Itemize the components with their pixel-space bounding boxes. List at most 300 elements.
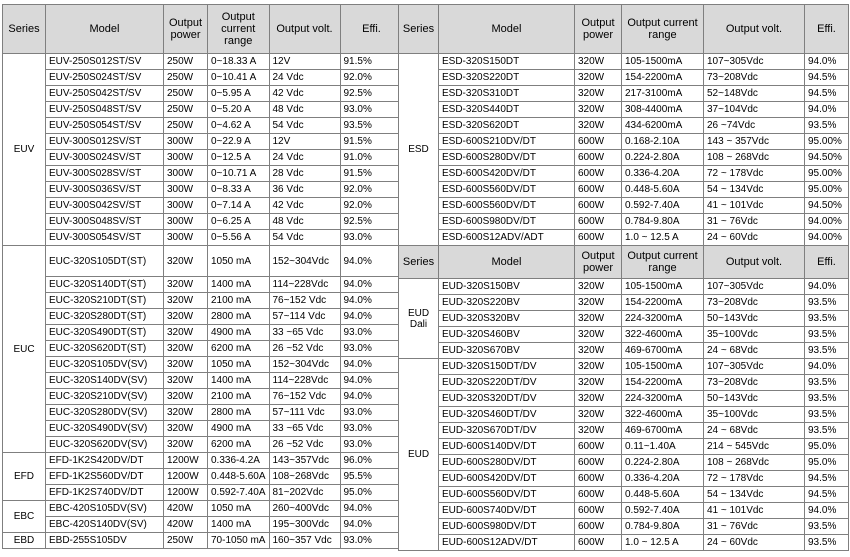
output-power-cell: 600W (575, 230, 622, 246)
header-effi: Effi. (805, 5, 849, 54)
output-power-cell: 320W (575, 343, 622, 359)
output-current-cell: 1050 mA (208, 501, 270, 517)
header-effi: Effi. (805, 246, 849, 279)
model-cell: ESD-600S210DV/DT (439, 134, 575, 150)
output-volt-cell: 73~208Vdc (704, 295, 805, 311)
efficiency-cell: 93.5% (805, 375, 849, 391)
output-current-cell: 4900 mA (208, 325, 270, 341)
output-volt-cell: 41 ~ 101Vdc (704, 198, 805, 214)
model-cell: EUD-320S220DT/DV (439, 375, 575, 391)
output-power-cell: 320W (575, 423, 622, 439)
output-current-cell: 0~12.5 A (208, 150, 270, 166)
header-output-power: Output power (575, 246, 622, 279)
output-power-cell: 320W (164, 325, 208, 341)
series-label: EUC (13, 343, 35, 355)
efficiency-cell: 94.5% (805, 471, 849, 487)
header-series: Series (399, 5, 439, 54)
output-power-cell: 320W (575, 407, 622, 423)
output-current-cell: 105-1500mA (622, 279, 704, 295)
efficiency-cell: 93.0% (340, 325, 403, 341)
table-row (399, 198, 849, 214)
series-label: EUD (407, 449, 430, 460)
model-cell: EUD-600S420DV/DT (439, 471, 575, 487)
table-row (3, 405, 404, 421)
table-row (399, 230, 849, 246)
output-volt-cell: 24 ~ 68Vdc (704, 423, 805, 439)
output-power-cell: 250W (164, 54, 208, 70)
output-current-cell: 0.336-4.2A (208, 453, 270, 469)
table-row (399, 439, 849, 455)
output-power-cell: 320W (575, 279, 622, 295)
table-row (399, 423, 849, 439)
series-label: EFD (14, 471, 34, 482)
output-current-cell: 154-2200mA (622, 375, 704, 391)
series-cell-euv (3, 54, 46, 246)
output-volt-cell: 152~304Vdc (269, 357, 340, 373)
model-cell: EUD-320S670DT/DV (439, 423, 575, 439)
series-label: ESD (408, 144, 429, 155)
output-volt-cell: 36 Vdc (269, 182, 340, 198)
table-row (399, 86, 849, 102)
model-cell: EUD-600S280DV/DT (439, 455, 575, 471)
output-power-cell: 250W (164, 102, 208, 118)
table-row (3, 501, 404, 517)
output-current-cell: 0~5.95 A (208, 86, 270, 102)
series-cell-efd (3, 453, 46, 501)
table-row (399, 182, 849, 198)
output-current-cell: 0.448-5.60A (622, 487, 704, 503)
header-output-current-range: Output current range (208, 5, 270, 54)
efficiency-cell: 95.00% (805, 166, 849, 182)
output-volt-cell: 54 ~ 134Vdc (704, 487, 805, 503)
efficiency-cell: 92.0% (340, 70, 403, 86)
output-current-cell: 0.224-2.80A (622, 150, 704, 166)
output-current-cell: 0.448-5.60A (622, 182, 704, 198)
header-output-volt: Output volt. (269, 5, 340, 54)
output-power-cell: 250W (164, 533, 208, 549)
output-current-cell: 0~10.41 A (208, 70, 270, 86)
efficiency-cell: 91.5% (340, 134, 403, 150)
output-power-cell: 600W (575, 471, 622, 487)
series-cell-euc (3, 246, 46, 453)
model-cell: EUV-300S048SV/ST (46, 214, 164, 230)
output-current-cell: 1050 mA (208, 246, 270, 277)
model-cell: ESD-600S12ADV/ADT (439, 230, 575, 246)
output-current-cell: 0.784-9.80A (622, 214, 704, 230)
efficiency-cell: 94.0% (340, 517, 403, 533)
output-current-cell: 0.784-9.80A (622, 519, 704, 535)
output-power-cell: 600W (575, 198, 622, 214)
output-power-cell: 1200W (164, 485, 208, 501)
output-power-cell: 600W (575, 214, 622, 230)
table-row (3, 134, 404, 150)
output-power-cell: 320W (164, 309, 208, 325)
output-current-cell: 322-4600mA (622, 327, 704, 343)
table-row (399, 503, 849, 519)
output-power-cell: 600W (575, 166, 622, 182)
output-volt-cell: 57~111 Vdc (269, 405, 340, 421)
output-power-cell: 300W (164, 230, 208, 246)
output-current-cell: 224-3200mA (622, 391, 704, 407)
output-current-cell: 0.448-5.60A (208, 469, 270, 485)
model-cell: ESD-600S980DV/DT (439, 214, 575, 230)
table-row (399, 535, 849, 551)
table-row (399, 327, 849, 343)
series-cell-eud-dali (399, 279, 439, 359)
model-cell: EUV-300S028SV/ST (46, 166, 164, 182)
efficiency-cell: 95.0% (340, 485, 403, 501)
model-cell: EUD-600S740DV/DT (439, 503, 575, 519)
model-cell: EUD-320S220BV (439, 295, 575, 311)
table-row (3, 86, 404, 102)
efficiency-cell: 93.0% (340, 405, 403, 421)
efficiency-cell: 94.50% (805, 198, 849, 214)
output-power-cell: 320W (164, 341, 208, 357)
series-label: EUV (13, 144, 35, 155)
series-cell-esd (399, 54, 439, 246)
output-power-cell: 600W (575, 519, 622, 535)
left-spec-table (2, 4, 404, 549)
output-current-cell: 70-1050 mA (208, 533, 270, 549)
output-volt-cell: 73~208Vdc (704, 375, 805, 391)
output-volt-cell: 42 Vdc (269, 86, 340, 102)
output-current-cell: 0~10.71 A (208, 166, 270, 182)
table-row (3, 325, 404, 341)
model-cell: EBC-420S140DV(SV) (46, 517, 164, 533)
table-row (3, 166, 404, 182)
output-current-cell: 1400 mA (208, 373, 270, 389)
table-row (399, 471, 849, 487)
output-power-cell: 300W (164, 134, 208, 150)
efficiency-cell: 93.0% (340, 437, 403, 453)
efficiency-cell: 91.5% (340, 166, 403, 182)
output-volt-cell: 108~268Vdc (269, 469, 340, 485)
output-current-cell: 1050 mA (208, 357, 270, 373)
right-subheader-row (399, 246, 849, 279)
model-cell: EUC-320S490DV(SV) (46, 421, 164, 437)
efficiency-cell: 93.5% (805, 391, 849, 407)
efficiency-cell: 92.0% (340, 198, 403, 214)
table-row (3, 198, 404, 214)
output-volt-cell: 42 Vdc (269, 198, 340, 214)
output-volt-cell: 35~100Vdc (704, 407, 805, 423)
model-cell: ESD-600S420DV/DT (439, 166, 575, 182)
table-row (399, 487, 849, 503)
output-power-cell: 320W (575, 391, 622, 407)
table-row (3, 517, 404, 533)
output-volt-cell: 57~114 Vdc (269, 309, 340, 325)
table-row (3, 70, 404, 86)
output-current-cell: 0~8.33 A (208, 182, 270, 198)
output-volt-cell: 72 ~ 178Vdc (704, 166, 805, 182)
model-cell: EUD-320S670BV (439, 343, 575, 359)
output-power-cell: 600W (575, 134, 622, 150)
table-row (3, 150, 404, 166)
table-row (3, 54, 404, 70)
output-power-cell: 300W (164, 150, 208, 166)
output-volt-cell: 12V (269, 54, 340, 70)
series-cell-ebc (3, 501, 46, 533)
table-row (3, 246, 404, 277)
output-power-cell: 320W (575, 311, 622, 327)
efficiency-cell: 94.5% (805, 70, 849, 86)
output-power-cell: 320W (575, 70, 622, 86)
output-current-cell: 0.592-7.40A (622, 198, 704, 214)
efficiency-cell: 94.5% (805, 86, 849, 102)
output-current-cell: 0~4.62 A (208, 118, 270, 134)
model-cell: EUD-320S460BV (439, 327, 575, 343)
output-power-cell: 320W (164, 421, 208, 437)
table-row (399, 214, 849, 230)
left-header-row (3, 5, 404, 54)
output-current-cell: 0~22.9 A (208, 134, 270, 150)
output-current-cell: 0.168-2.10A (622, 134, 704, 150)
output-volt-cell: 54 Vdc (269, 230, 340, 246)
output-current-cell: 434-6200mA (622, 118, 704, 134)
model-cell: EUV-250S054ST/SV (46, 118, 164, 134)
model-cell: EUC-320S620DT(ST) (46, 341, 164, 357)
output-volt-cell: 260~400Vdc (269, 501, 340, 517)
output-power-cell: 320W (164, 405, 208, 421)
table-row (3, 533, 404, 549)
output-power-cell: 320W (575, 375, 622, 391)
output-volt-cell: 48 Vdc (269, 214, 340, 230)
header-output-volt: Output volt. (704, 5, 805, 54)
table-row (399, 343, 849, 359)
output-power-cell: 1200W (164, 453, 208, 469)
table-row (399, 118, 849, 134)
efficiency-cell: 94.0% (340, 357, 403, 373)
output-power-cell: 320W (575, 102, 622, 118)
table-row (3, 293, 404, 309)
output-volt-cell: 143 ~ 357Vdc (704, 134, 805, 150)
efficiency-cell: 94.0% (340, 277, 403, 293)
output-volt-cell: 33 ~65 Vdc (269, 421, 340, 437)
output-current-cell: 0~5.56 A (208, 230, 270, 246)
output-volt-cell: 37~104Vdc (704, 102, 805, 118)
output-volt-cell: 24 ~ 68Vdc (704, 343, 805, 359)
output-current-cell: 2100 mA (208, 293, 270, 309)
table-row (399, 359, 849, 375)
output-power-cell: 420W (164, 517, 208, 533)
output-power-cell: 320W (575, 359, 622, 375)
output-power-cell: 250W (164, 70, 208, 86)
output-volt-cell: 107~305Vdc (704, 359, 805, 375)
header-effi: Effi. (340, 5, 403, 54)
efficiency-cell: 93.5% (805, 311, 849, 327)
output-power-cell: 250W (164, 118, 208, 134)
efficiency-cell: 94.0% (340, 293, 403, 309)
model-cell: EUD-600S12ADV/DT (439, 535, 575, 551)
output-volt-cell: 72 ~ 178Vdc (704, 471, 805, 487)
header-output-current-range: Output current range (622, 246, 704, 279)
efficiency-cell: 94.0% (805, 279, 849, 295)
table-row (3, 485, 404, 501)
series-label: Dali (409, 318, 428, 330)
output-power-cell: 600W (575, 150, 622, 166)
output-power-cell: 600W (575, 439, 622, 455)
header-model: Model (439, 246, 575, 279)
efficiency-cell: 94.0% (340, 501, 403, 517)
output-power-cell: 300W (164, 166, 208, 182)
output-current-cell: 0~6.25 A (208, 214, 270, 230)
output-volt-cell: 26 ~52 Vdc (269, 341, 340, 357)
output-volt-cell: 24 ~ 60Vdc (704, 230, 805, 246)
header-model: Model (439, 5, 575, 54)
table-row (3, 437, 404, 453)
output-power-cell: 600W (575, 503, 622, 519)
output-volt-cell: 28 Vdc (269, 166, 340, 182)
output-power-cell: 600W (575, 455, 622, 471)
model-cell: EFD-1K2S560DV/DT (46, 469, 164, 485)
output-volt-cell: 76~152 Vdc (269, 389, 340, 405)
efficiency-cell: 94.0% (340, 309, 403, 325)
model-cell: EUD-600S140DV/DT (439, 439, 575, 455)
table-row (3, 182, 404, 198)
output-current-cell: 0~18.33 A (208, 54, 270, 70)
efficiency-cell: 93.5% (805, 519, 849, 535)
output-power-cell: 300W (164, 198, 208, 214)
output-current-cell: 0.11~1.40A (622, 439, 704, 455)
model-cell: EUV-250S048ST/SV (46, 102, 164, 118)
model-cell: EUV-250S012ST/SV (46, 54, 164, 70)
model-cell: EBC-420S105DV(SV) (46, 501, 164, 517)
output-volt-cell: 73~208Vdc (704, 70, 805, 86)
efficiency-cell: 93.0% (340, 102, 403, 118)
model-cell: EUD-600S560DV/DT (439, 487, 575, 503)
efficiency-cell: 94.0% (340, 246, 403, 277)
table-row (399, 102, 849, 118)
model-cell: EUV-300S054SV/ST (46, 230, 164, 246)
output-current-cell: 1400 mA (208, 517, 270, 533)
output-volt-cell: 108 ~ 268Vdc (704, 455, 805, 471)
output-volt-cell: 24 Vdc (269, 150, 340, 166)
efficiency-cell: 92.5% (340, 86, 403, 102)
model-cell: EFD-1K2S420DV/DT (46, 453, 164, 469)
model-cell: EUC-320S620DV(SV) (46, 437, 164, 453)
output-power-cell: 1200W (164, 469, 208, 485)
model-cell: EUC-320S210DT(ST) (46, 293, 164, 309)
model-cell: EUV-300S024SV/ST (46, 150, 164, 166)
output-volt-cell: 26 ~74Vdc (704, 118, 805, 134)
output-power-cell: 300W (164, 182, 208, 198)
output-power-cell: 320W (164, 357, 208, 373)
efficiency-cell: 94.0% (340, 389, 403, 405)
model-cell: EUV-250S042ST/SV (46, 86, 164, 102)
model-cell: ESD-320S310DT (439, 86, 575, 102)
model-cell: EUD-600S980DV/DT (439, 519, 575, 535)
output-volt-cell: 214 ~ 545Vdc (704, 439, 805, 455)
model-cell: EFD-1K2S740DV/DT (46, 485, 164, 501)
output-volt-cell: 114~228Vdc (269, 277, 340, 293)
model-cell: ESD-320S440DT (439, 102, 575, 118)
series-label: EUD (407, 307, 430, 319)
efficiency-cell: 93.5% (340, 118, 403, 134)
output-volt-cell: 48 Vdc (269, 102, 340, 118)
table-row (3, 357, 404, 373)
output-current-cell: 217-3100mA (622, 86, 704, 102)
output-volt-cell: 107~305Vdc (704, 279, 805, 295)
output-current-cell: 322-4600mA (622, 407, 704, 423)
efficiency-cell: 94.0% (805, 503, 849, 519)
output-volt-cell: 31 ~ 76Vdc (704, 214, 805, 230)
model-cell: ESD-600S280DV/DT (439, 150, 575, 166)
efficiency-cell: 93.5% (805, 343, 849, 359)
table-row (3, 230, 404, 246)
output-power-cell: 320W (575, 327, 622, 343)
efficiency-cell: 93.5% (805, 295, 849, 311)
output-power-cell: 320W (164, 246, 208, 277)
output-current-cell: 2800 mA (208, 309, 270, 325)
efficiency-cell: 95.5% (340, 469, 403, 485)
model-cell: ESD-600S560DV/DT (439, 182, 575, 198)
header-series: Series (3, 5, 46, 54)
output-power-cell: 300W (164, 214, 208, 230)
output-power-cell: 600W (575, 487, 622, 503)
output-volt-cell: 107~305Vdc (704, 54, 805, 70)
efficiency-cell: 93.5% (805, 423, 849, 439)
output-volt-cell: 81~202Vdc (269, 485, 340, 501)
model-cell: EUV-300S042SV/ST (46, 198, 164, 214)
efficiency-cell: 95.00% (805, 182, 849, 198)
output-power-cell: 600W (575, 182, 622, 198)
efficiency-cell: 94.0% (340, 373, 403, 389)
output-current-cell: 105-1500mA (622, 54, 704, 70)
header-output-current-range: Output current range (622, 5, 704, 54)
output-current-cell: 224-3200mA (622, 311, 704, 327)
table-row (399, 70, 849, 86)
table-row (399, 134, 849, 150)
table-row (3, 214, 404, 230)
table-row (399, 166, 849, 182)
output-current-cell: 1.0 ~ 12.5 A (622, 230, 704, 246)
model-cell: EUC-320S490DT(ST) (46, 325, 164, 341)
model-cell: EUD-320S320BV (439, 311, 575, 327)
table-row (3, 102, 404, 118)
model-cell: EUV-250S024ST/SV (46, 70, 164, 86)
output-current-cell: 0.224-2.80A (622, 455, 704, 471)
table-row (399, 375, 849, 391)
output-volt-cell: 41 ~ 101Vdc (704, 503, 805, 519)
table-row (3, 389, 404, 405)
output-volt-cell: 33 ~65 Vdc (269, 325, 340, 341)
table-row (3, 469, 404, 485)
output-current-cell: 0.592-7.40A (208, 485, 270, 501)
header-output-volt: Output volt. (704, 246, 805, 279)
model-cell: EBD-255S105DV (46, 533, 164, 549)
table-row (3, 453, 404, 469)
efficiency-cell: 94.00% (805, 214, 849, 230)
output-volt-cell: 26 ~52 Vdc (269, 437, 340, 453)
output-current-cell: 1.0 ~ 12.5 A (622, 535, 704, 551)
series-label: EBC (13, 511, 35, 522)
right-spec-table (398, 4, 849, 551)
output-power-cell: 320W (164, 277, 208, 293)
efficiency-cell: 94.0% (805, 359, 849, 375)
output-power-cell: 250W (164, 86, 208, 102)
efficiency-cell: 93.0% (340, 341, 403, 357)
right-table-body (399, 54, 849, 551)
output-volt-cell: 50~143Vdc (704, 311, 805, 327)
model-cell: ESD-320S150DT (439, 54, 575, 70)
model-cell: EUV-300S036SV/ST (46, 182, 164, 198)
output-current-cell: 0.592-7.40A (622, 503, 704, 519)
table-row (3, 373, 404, 389)
table-row (3, 341, 404, 357)
output-power-cell: 320W (164, 373, 208, 389)
model-cell: EUC-320S105DT(ST) (46, 246, 164, 277)
output-current-cell: 6200 mA (208, 437, 270, 453)
